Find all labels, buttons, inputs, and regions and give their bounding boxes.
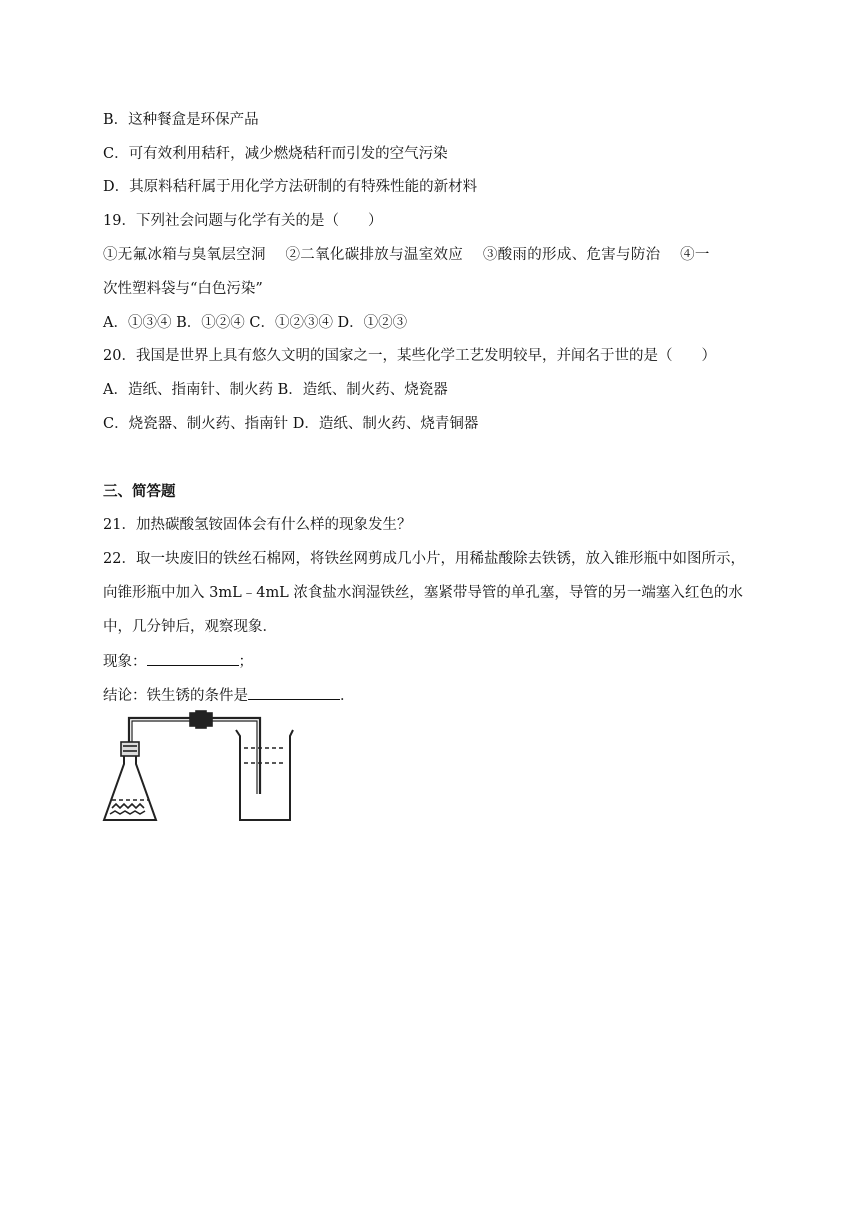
conclusion-line [103, 685, 355, 706]
q19-items-line1: ①无氟冰箱与臭氧层空洞 ②二氧化碳排放与温室效应 ③酸雨的形成、危害与防治 ④一 [103, 247, 710, 263]
rubber-stopper [121, 742, 139, 756]
q18-option-b: B．这种餐盒是环保产品 [103, 112, 259, 128]
q20-options-line2: C．烧瓷器、制火药、指南针 D．造纸、制火药、烧青铜器 [103, 416, 479, 432]
q19-items-line2: 次性塑料袋与“白色污染” [103, 281, 263, 297]
q18-option-c: C．可有效利用秸秆，减少燃烧秸秆而引发的空气污染 [103, 146, 448, 162]
conclusion-end: ． [340, 688, 355, 704]
experiment-apparatus-figure [100, 708, 296, 826]
q22-line3: 中，几分钟后，观察现象． [103, 619, 277, 635]
q20-stem: 20．我国是世界上具有悠久文明的国家之一，某些化学工艺发明较早，并闻名于世的是（ ） [103, 348, 716, 364]
phenomenon-answer-blank[interactable] [147, 651, 239, 666]
beaker [236, 730, 293, 820]
q19-options: A．①③④ B．①②④ C．①②③④ D．①②③ [103, 315, 408, 331]
q21-stem: 21．加热碳酸氢铵固体会有什么样的现象发生？ [103, 517, 412, 533]
q22-line2: 向锥形瓶中加入 3mL﹣4mL 浓食盐水润湿铁丝，塞紧带导管的单孔塞，导管的另一端塞入红色的水 [103, 585, 743, 601]
q20-options-line1: A．造纸、指南针、制火药 B．造纸、制火药、烧瓷器 [103, 382, 448, 398]
q18-option-d: D．其原料秸秆属于用化学方法研制的有特殊性能的新材料 [103, 179, 478, 195]
q22-line1: 22．取一块废旧的铁丝石棉网，将铁丝网剪成几小片，用稀盐酸除去铁锈，放入锥形瓶中如图所示， [103, 551, 745, 567]
phenomenon-line [103, 651, 253, 672]
phenomenon-label: 现象： [103, 654, 147, 670]
conclusion-answer-blank[interactable] [248, 685, 340, 700]
conclusion-label: 结论：铁生锈的条件是 [103, 688, 248, 704]
section-heading: 三、简答题 [103, 483, 176, 500]
conical-flask [104, 756, 156, 820]
iron-wire-pieces [110, 804, 145, 814]
phenomenon-end: ； [238, 654, 253, 670]
q19-stem: 19．下列社会问题与化学有关的是（ ） [103, 213, 383, 229]
